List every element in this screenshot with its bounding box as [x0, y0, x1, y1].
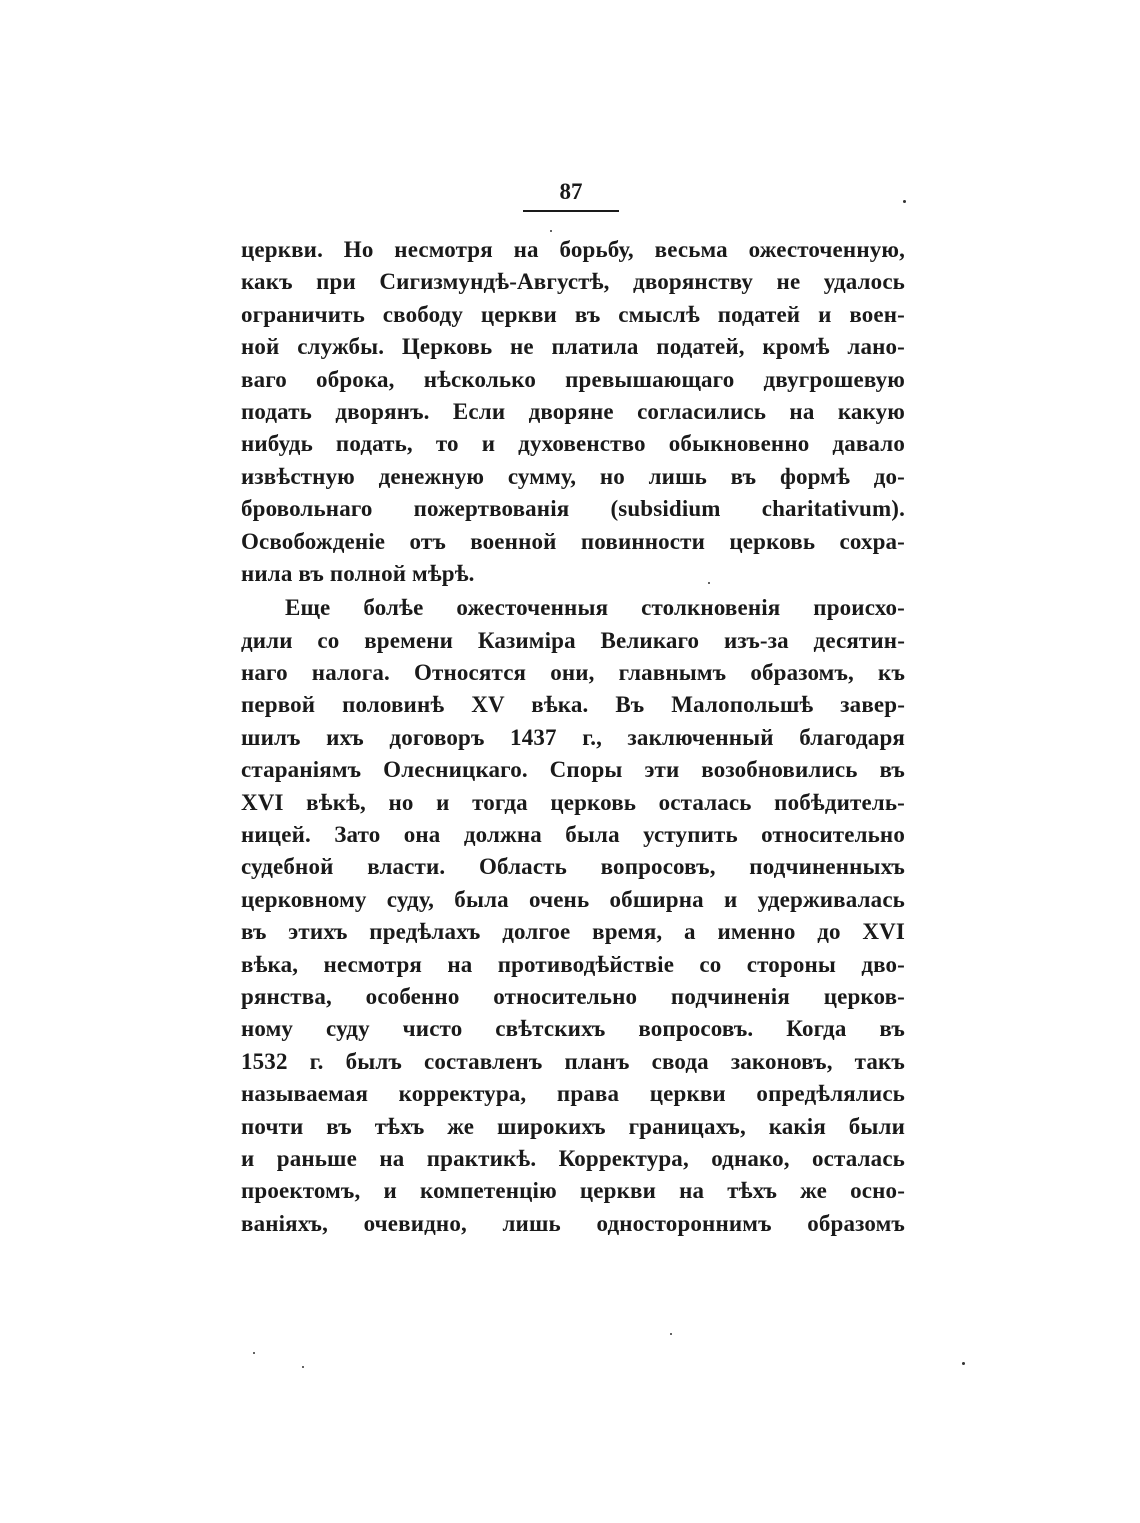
text-line: ограничить свободу церкви въ смыслѣ податей и воен- [241, 301, 905, 327]
text-line: проектомъ, и компетенцію церкви на тѣхъ же осно- [241, 1178, 905, 1204]
text-line: ницей. Зато она должна была уступить относительно [241, 822, 905, 848]
text-line: извѣстную денежную сумму, но лишь въ формѣ до- [241, 463, 905, 489]
page-number-rule [523, 210, 619, 212]
text-line: судебной власти. Область вопросовъ, подчиненныхъ [241, 854, 905, 880]
text-line: церковному суду, была очень обширна и удерживалась [241, 886, 905, 912]
scan-speck [302, 1366, 304, 1368]
text-line: дили со времени Казиміра Великаго изъ-за десятин- [241, 627, 905, 653]
text-line: стараніямъ Олесницкаго. Споры эти возобновились въ [241, 757, 905, 783]
text-line: Освобожденіе отъ военной повинности церковь сохра- [241, 528, 905, 554]
text-line: ваго оброка, нѣсколько превышающаго двугрошевую [241, 366, 905, 392]
text-line: XVI вѣкѣ, но и тогда церковь осталась побѣдитель- [241, 789, 905, 815]
text-line: ной службы. Церковь не платила податей, кромѣ лано- [241, 334, 905, 360]
paragraph [241, 234, 905, 590]
scan-speck [550, 230, 552, 232]
text-line: и раньше на практикѣ. Корректура, однако, осталась [241, 1145, 905, 1171]
text-line: первой половинѣ XV вѣка. Въ Малопольшѣ завер- [241, 692, 905, 718]
text-line: какъ при Сигизмундѣ-Августѣ, дворянству не удалось [241, 269, 905, 295]
text-line: вѣка, несмотря на противодѣйствіе со стороны дво- [241, 951, 905, 977]
text-line: подать дворянъ. Если дворяне согласились на какую [241, 398, 905, 424]
text-line: наго налога. Относятся они, главнымъ образомъ, къ [241, 660, 905, 686]
scan-speck [708, 582, 710, 584]
scan-speck [670, 1333, 672, 1335]
text-line: Еще болѣе ожесточенныя столкновенія происхо- [285, 595, 905, 621]
text-line: церкви. Но несмотря на борьбу, весьма ожесточенную, [241, 237, 905, 262]
page-number: 87 [559, 179, 583, 204]
text-line: нила въ полной мѣрѣ. [241, 560, 475, 586]
text-line: почти въ тѣхъ же широкихъ границахъ, какія были [241, 1113, 905, 1139]
text-line: называемая корректура, права церкви опредѣлялись [241, 1081, 905, 1107]
text-line: шилъ ихъ договоръ 1437 г., заключенный благодаря [241, 724, 905, 750]
text-line: въ этихъ предѣлахъ долгое время, а именно до XVI [241, 919, 905, 945]
text-line: 1532 г. былъ составленъ планъ свода законовъ, такъ [241, 1048, 905, 1074]
scan-speck [962, 1362, 965, 1365]
body-text [241, 234, 905, 1240]
text-line: рянства, особенно относительно подчиненія церков- [241, 983, 905, 1009]
text-line: бровольнаго пожертвованія (subsidium charitativum). [241, 496, 905, 522]
paragraph [241, 592, 905, 1240]
text-line: нибудь подать, то и духовенство обыкновенно давало [241, 431, 905, 457]
scan-speck [903, 200, 906, 203]
scan-speck [253, 1352, 255, 1354]
text-line: ваніяхъ, очевидно, лишь одностороннимъ образомъ [241, 1210, 905, 1236]
text-line: ному суду чисто свѣтскихъ вопросовъ. Когда въ [241, 1016, 905, 1042]
